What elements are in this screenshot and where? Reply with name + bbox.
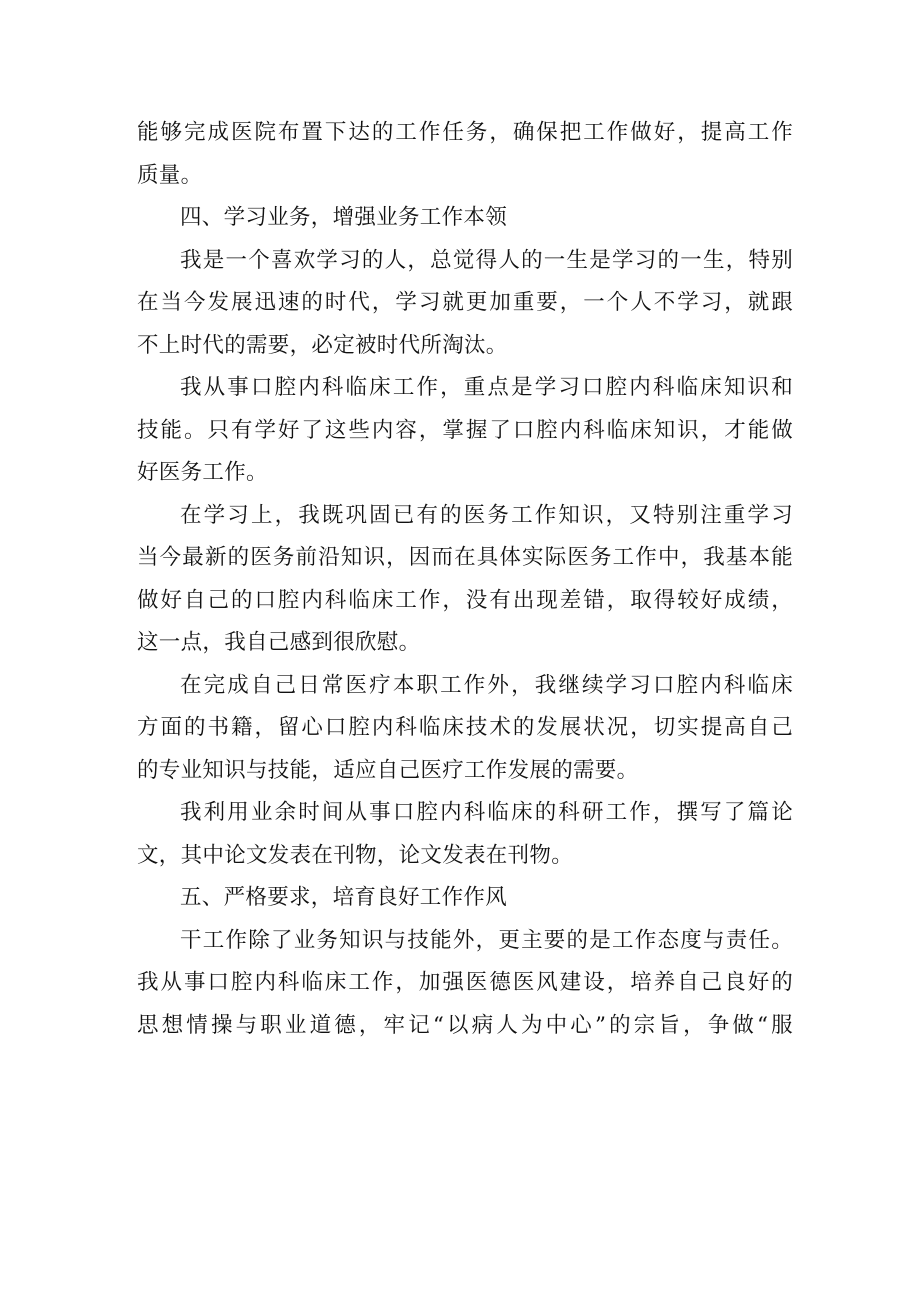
paragraph-line: 在当今发展迅速的时代，学习就更加重要，一个人不学习，就跟	[137, 290, 793, 315]
paragraph-line: 文，其中论文发表在刊物，论文发表在刊物。	[137, 842, 574, 868]
section-heading	[137, 197, 793, 240]
paragraph-line: 我是一个喜欢学习的人，总觉得人的一生是学习的一生，特别	[180, 247, 793, 273]
paragraph-line: 的专业知识与技能，适应自己医疗工作发展的需要。	[137, 757, 639, 783]
heading-text: 四、学习业务，增强业务工作本领	[180, 205, 508, 230]
body-paragraph	[137, 112, 793, 197]
paragraph-line: 技能。只有学好了这些内容，掌握了口腔内科临床知识，才能做	[137, 417, 793, 443]
paragraph-line: 当今最新的医务前沿知识，因而在具体实际医务工作中，我基本能	[137, 545, 793, 570]
paragraph-line: 方面的书籍，留心口腔内科临床技术的发展状况，切实提高自己	[137, 715, 793, 740]
paragraph-line: 这一点，我自己感到很欣慰。	[137, 630, 421, 655]
paragraph-line: 不上时代的需要，必定被时代所淘汰。	[137, 332, 508, 358]
body-paragraph	[137, 792, 793, 877]
paragraph-line: 能够完成医院布置下达的工作任务，确保把工作做好，提高工作	[137, 120, 793, 145]
body-paragraph	[137, 920, 793, 1048]
heading-text: 五、严格要求，培育良好工作作风	[180, 885, 508, 910]
paragraph-line: 我从事口腔内科临床工作，重点是学习口腔内科临床知识和	[180, 375, 793, 400]
body-paragraph	[137, 495, 793, 665]
document-body	[137, 112, 793, 1047]
paragraph-line: 质量。	[137, 162, 203, 188]
body-paragraph	[137, 665, 793, 793]
paragraph-line: 干工作除了业务知识与技能外，更主要的是工作态度与责任。	[180, 927, 793, 953]
paragraph-line: 我利用业余时间从事口腔内科临床的科研工作，撰写了篇论	[180, 800, 793, 825]
section-heading	[137, 877, 793, 920]
paragraph-line: 思想情操与职业道德，牢记“以病人为中心”的宗旨，争做“服	[137, 1012, 793, 1038]
paragraph-line: 我从事口腔内科临床工作，加强医德医风建设，培养自己良好的	[137, 970, 793, 995]
paragraph-line: 好医务工作。	[137, 460, 268, 485]
body-paragraph	[137, 367, 793, 495]
paragraph-line: 在学习上，我既巩固已有的医务工作知识，又特别注重学习	[180, 502, 793, 528]
body-paragraph	[137, 240, 793, 368]
paragraph-line: 在完成自己日常医疗本职工作外，我继续学习口腔内科临床	[180, 672, 793, 698]
paragraph-line: 做好自己的口腔内科临床工作，没有出现差错，取得较好成绩，	[137, 587, 793, 613]
